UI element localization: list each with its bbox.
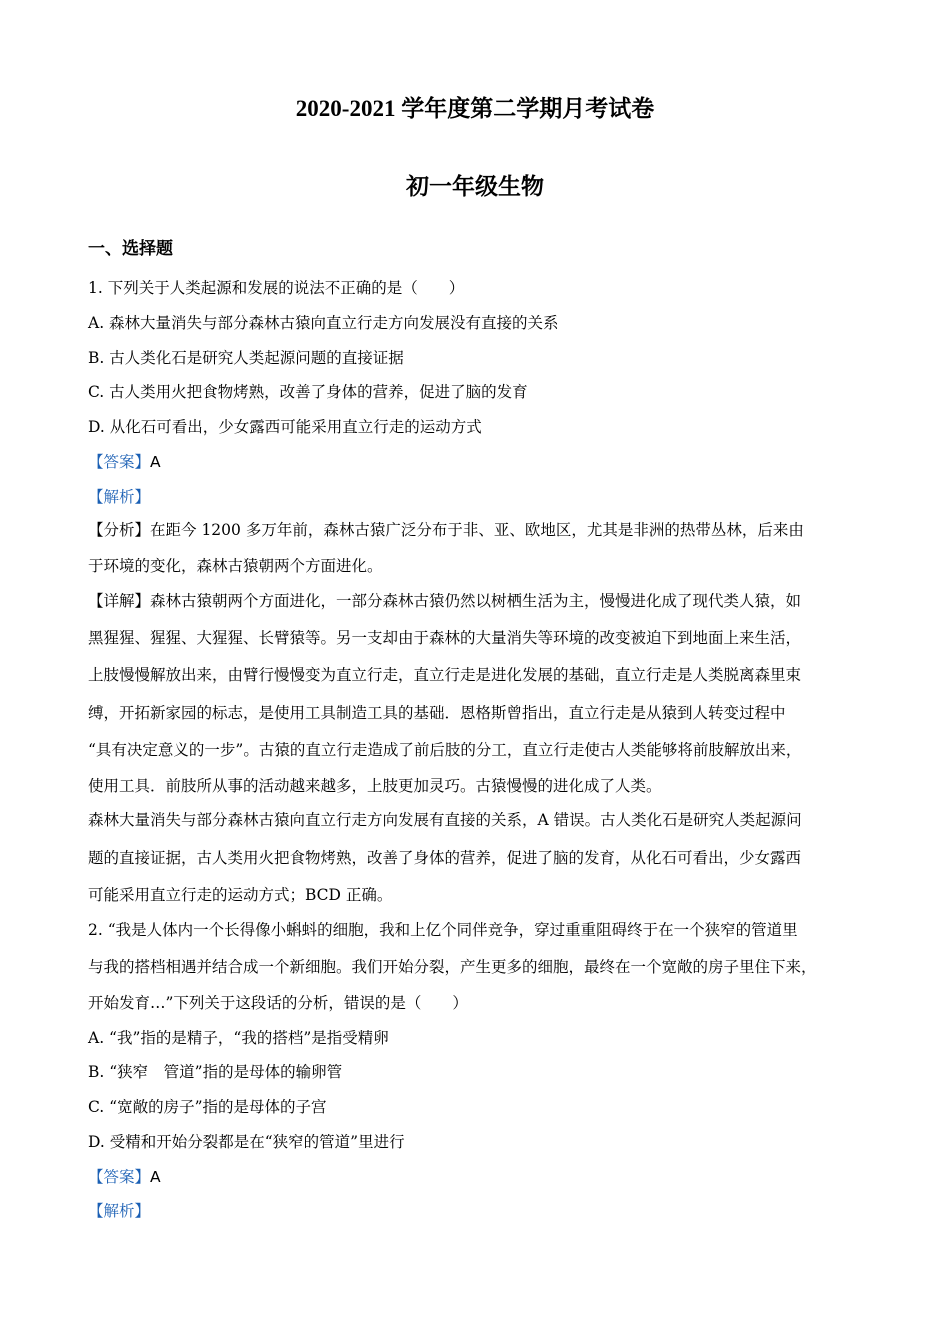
q2-option-d: D. 受精和开始分裂都是在“狭窄的管道”里进行 xyxy=(88,1133,405,1151)
q1-fenxi-label: 【分析】 xyxy=(88,521,151,539)
q1-xiangjie-line: 森林大量消失与部分森林古猿向直立行走方向发展有直接的关系，A 错误。古人类化石是研究人类起源问 xyxy=(88,811,802,829)
q1-xiangjie-line: 可能采用直立行走的运动方式；BCD 正确。 xyxy=(88,886,393,904)
q2-stem-line: 2. “我是人体内一个长得像小蝌蚪的细胞，我和上亿个同伴竞争，穿过重重阻碍终于在一个狭窄的管道里 xyxy=(88,921,798,939)
q1-fenxi-line: 于环境的变化，森林古猿朝两个方面进化。 xyxy=(88,557,383,575)
q1-answer xyxy=(88,452,161,472)
q1-answer-value: A xyxy=(150,453,161,471)
q2-option-a: A. “我”指的是精子，“我的搭档”是指受精卵 xyxy=(88,1029,389,1047)
q1-fenxi-line xyxy=(88,520,804,540)
q2-answer xyxy=(88,1167,161,1187)
q2-analysis-label: 【解析】 xyxy=(88,1202,151,1220)
q2-stem-line: 开始发育…”下列关于这段话的分析，错误的是（ ） xyxy=(88,994,468,1012)
q1-analysis-label: 【解析】 xyxy=(88,488,151,506)
q1-option-a: A. 森林大量消失与部分森林古猿向直立行走方向发展没有直接的关系 xyxy=(88,314,559,332)
q1-xiangjie-line: 题的直接证据，古人类用火把食物烤熟，改善了身体的营养，促进了脑的发育，从化石可看出，少女露西 xyxy=(88,849,802,867)
q1-xiangjie-text: 森林古猿朝两个方面进化，一部分森林古猿仍然以树栖生活为主，慢慢进化成了现代类人猿，如 xyxy=(150,592,802,610)
q1-fenxi-text: 在距今 1200 多万年前，森林古猿广泛分布于非、亚、欧地区，尤其是非洲的热带丛林，后来由 xyxy=(150,521,804,539)
exam-title: 2020-2021 学年度第二学期月考试卷 xyxy=(295,96,655,121)
q1-xiangjie-line: 上肢慢慢解放出来，由臂行慢慢变为直立行走，直立行走是进化发展的基础，直立行走是人类脱离森里束 xyxy=(88,666,802,684)
exam-subtitle: 初一年级生物 xyxy=(406,174,544,199)
q1-option-c: C. 古人类用火把食物烤熟，改善了身体的营养，促进了脑的发育 xyxy=(88,383,528,401)
q1-xiangjie-line xyxy=(88,591,801,611)
q2-stem-line: 与我的搭档相遇并结合成一个新细胞。我们开始分裂，产生更多的细胞，最终在一个宽敞的房子里住下来， xyxy=(88,958,817,976)
q2-answer-value: A xyxy=(150,1168,161,1186)
q1-xiangjie-line: 黑猩猩、猩猩、大猩猩、长臂猿等。另一支却由于森林的大量消失等环境的改变被迫下到地面上来生活， xyxy=(88,629,802,647)
section-heading: 一、选择题 xyxy=(88,239,173,259)
q2-option-c: C. “宽敞的房子”指的是母体的子宫 xyxy=(88,1098,327,1116)
q2-answer-label: 【答案】 xyxy=(88,1168,151,1186)
q1-xiangjie-line: “具有决定意义的一步”。古猿的直立行走造成了前后肢的分工，直立行走使古人类能够将前肢解放出来， xyxy=(88,741,802,759)
q2-option-b: B. “狭窄 管道”指的是母体的输卵管 xyxy=(88,1063,343,1081)
q1-xiangjie-line: 缚，开拓新家园的标志，是使用工具制造工具的基础．恩格斯曾指出，直立行走是从猿到人转变过程中 xyxy=(88,704,786,722)
q1-option-b: B. 古人类化石是研究人类起源问题的直接证据 xyxy=(88,349,404,367)
q1-xiangjie-label: 【详解】 xyxy=(88,592,151,610)
q1-option-d: D. 从化石可看出，少女露西可能采用直立行走的运动方式 xyxy=(88,418,482,436)
q1-answer-label: 【答案】 xyxy=(88,453,151,471)
q1-xiangjie-line: 使用工具．前肢所从事的活动越来越多，上肢更加灵巧。古猿慢慢的进化成了人类。 xyxy=(88,777,662,795)
q1-stem: 1. 下列关于人类起源和发展的说法不正确的是（ ） xyxy=(88,279,465,297)
